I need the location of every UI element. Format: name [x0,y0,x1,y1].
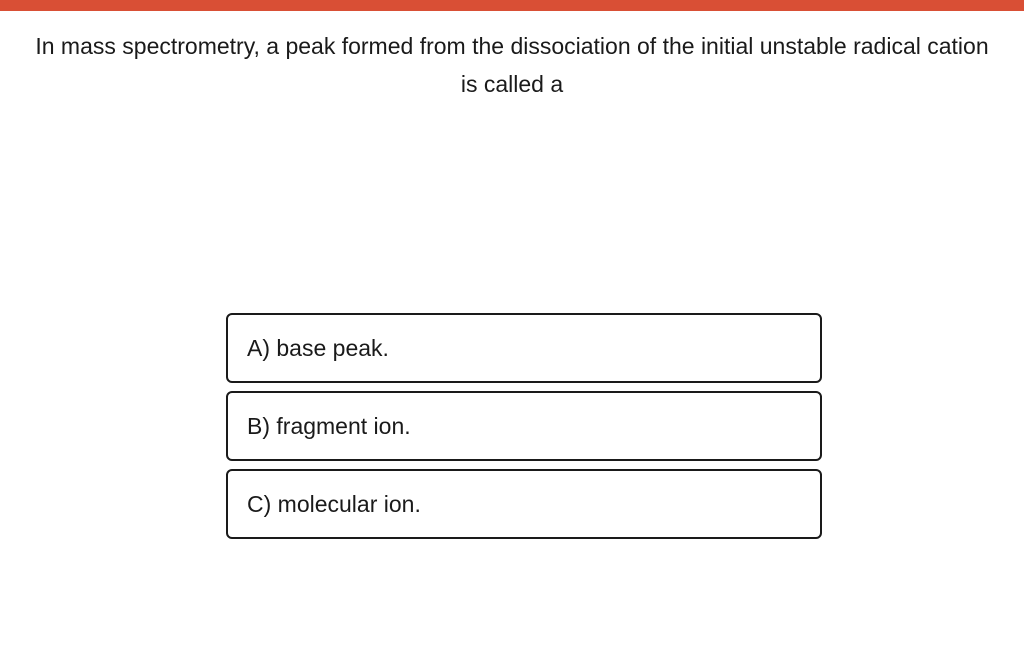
answer-options [226,313,822,547]
option-a-button[interactable]: A) base peak. [226,313,822,383]
question-text: In mass spectrometry, a peak formed from the dissociation of the initial unstable radical cation is called a [35,33,989,97]
option-c-button[interactable]: C) molecular ion. [226,469,822,539]
option-b-button[interactable]: B) fragment ion. [226,391,822,461]
top-accent-bar [0,0,1024,11]
